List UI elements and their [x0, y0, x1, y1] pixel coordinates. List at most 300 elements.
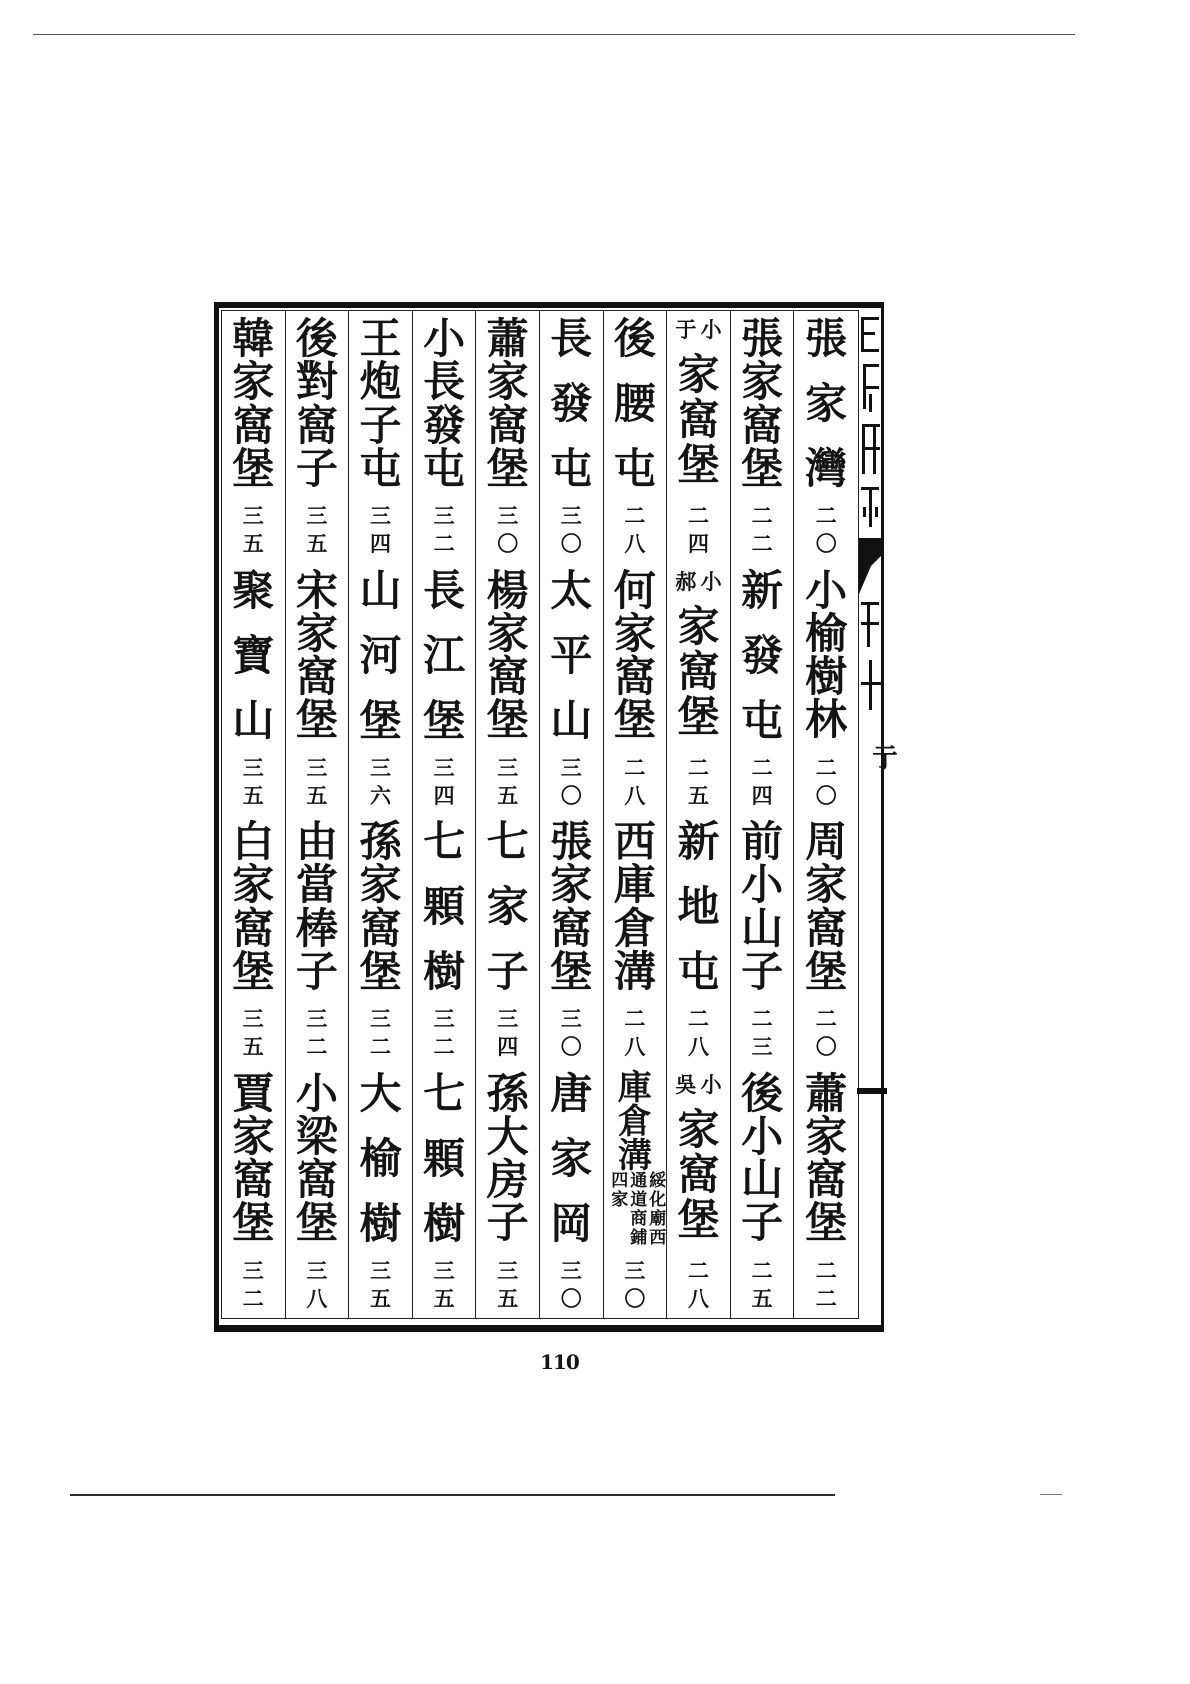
glyph: 八: [306, 1285, 328, 1311]
glyph: 張: [805, 314, 848, 363]
distance-value: [667, 505, 730, 555]
table-column: [731, 310, 795, 1319]
glyph: 于: [675, 317, 697, 342]
glyph: 五: [306, 782, 328, 808]
place-entry: [413, 564, 476, 815]
glyph: 三: [369, 1257, 391, 1283]
place-name: [413, 565, 476, 745]
glyph: 前: [741, 817, 784, 866]
glyph: 〇: [497, 531, 519, 556]
glyph: 三: [497, 1006, 519, 1031]
distance-value: [476, 754, 539, 808]
distance-value: [794, 505, 858, 555]
glyph: 長: [550, 314, 593, 363]
place-name: [413, 1068, 476, 1248]
glyph: 堡: [232, 946, 275, 996]
glyph: 堡: [486, 443, 529, 493]
distance-value: [604, 1257, 667, 1311]
table-column: [349, 310, 413, 1319]
glyph: 堡: [550, 946, 593, 996]
glyph: 小: [423, 314, 466, 363]
glyph: 〇: [624, 1285, 646, 1311]
glyph: 榆: [805, 608, 848, 658]
glyph: 江: [423, 630, 466, 680]
glyph: 八: [687, 1285, 709, 1311]
glyph: 發: [550, 379, 593, 428]
glyph: 四: [497, 1034, 519, 1059]
table-column: [794, 310, 858, 1319]
glyph: 家: [550, 860, 593, 910]
glyph: 六: [369, 782, 391, 808]
glyph: 二: [751, 754, 773, 780]
glyph: 二: [751, 503, 773, 528]
glyph: 堡: [677, 1194, 720, 1244]
glyph: 後: [613, 314, 656, 363]
glyph: 三: [306, 503, 328, 528]
glyph: 五: [242, 1034, 264, 1059]
glyph: 子: [741, 946, 784, 996]
glyph: 窩: [486, 400, 529, 450]
distance-value: [286, 1008, 349, 1058]
glyph: 後: [741, 1068, 784, 1118]
place-entry: [413, 815, 476, 1066]
page-number: 110: [540, 1350, 579, 1374]
glyph: 窩: [295, 652, 338, 702]
glyph: 窩: [805, 1155, 848, 1205]
glyph: 山: [359, 565, 402, 615]
glyph: 新: [677, 817, 720, 866]
distance-value: [540, 754, 603, 808]
glyph: 三: [433, 503, 455, 528]
glyph: 孫: [486, 1068, 529, 1118]
distance-value: [540, 1008, 603, 1058]
glyph: 二: [815, 503, 837, 528]
glyph: 堡: [359, 946, 402, 996]
glyph: 四: [687, 531, 709, 556]
glyph: 五: [433, 1285, 455, 1311]
glyph: 堡: [486, 695, 529, 745]
glyph: 家: [486, 608, 529, 658]
place-entry: [476, 564, 539, 815]
glyph: 五: [687, 782, 709, 808]
distance-value: [540, 1257, 603, 1311]
distance-value: [731, 754, 794, 808]
glyph: 窩: [295, 400, 338, 450]
place-name: [286, 817, 349, 996]
glyph: 小: [295, 1068, 338, 1118]
distance-value: [349, 1257, 412, 1311]
glyph: 何: [613, 565, 656, 615]
glyph: 四: [751, 782, 773, 808]
glyph: 寶: [232, 630, 275, 680]
place-name: [476, 817, 539, 996]
glyph: 家: [232, 357, 275, 407]
glyph: 家: [486, 882, 529, 931]
place-entry: [349, 815, 412, 1066]
glyph: 〇: [815, 531, 837, 556]
glyph: 子: [486, 1198, 529, 1248]
place-entry: [413, 1067, 476, 1318]
place-entry: [604, 312, 667, 563]
place-name: [286, 1068, 349, 1248]
glyph: 三: [560, 754, 582, 780]
glyph: 河: [359, 630, 402, 680]
glyph: 岡: [550, 1198, 593, 1248]
glyph: 窩: [741, 400, 784, 450]
place-entry: [476, 1067, 539, 1318]
place-name: [476, 565, 539, 745]
place-entry: [794, 1067, 858, 1318]
glyph: 五: [369, 1285, 391, 1311]
glyph: 二: [624, 503, 646, 528]
place-name: [349, 817, 412, 996]
glyph: 堡: [295, 1198, 338, 1248]
glyph: 三: [369, 1006, 391, 1031]
place-name: [540, 1068, 603, 1248]
place-name: [794, 565, 858, 745]
distance-value: [286, 1257, 349, 1311]
glyph: 三: [433, 1257, 455, 1283]
place-name: [413, 817, 476, 996]
place-entry: [731, 815, 794, 1066]
table-column: [604, 310, 668, 1319]
glyph: 小: [741, 1111, 784, 1161]
glyph: 二: [815, 1285, 837, 1311]
glyph: 張: [550, 817, 593, 866]
glyph: 小: [700, 568, 722, 594]
glyph: 顆: [423, 882, 466, 931]
glyph: 家: [805, 860, 848, 910]
place-name: [731, 565, 794, 745]
glyph: 三: [306, 1257, 328, 1283]
glyph: 庫: [613, 860, 656, 910]
place-entry: [286, 564, 349, 815]
place-name: [222, 314, 285, 493]
distance-value: [604, 754, 667, 808]
place-entry: [540, 312, 603, 563]
glyph: 家: [232, 1111, 275, 1161]
bottom-scan-dash: [1040, 1494, 1062, 1495]
glyph: 蕭: [805, 1068, 848, 1118]
glyph: 長: [423, 357, 466, 407]
distance-value: [794, 754, 858, 808]
glyph: 屯: [423, 443, 466, 493]
place-name: [667, 1104, 730, 1244]
distance-value: [349, 505, 412, 555]
glyph: 大: [486, 1111, 529, 1161]
place-entry: [604, 564, 667, 815]
place-name: [794, 1068, 858, 1248]
glyph: 三: [369, 754, 391, 780]
glyph: 窩: [486, 652, 529, 702]
place-entry: [349, 312, 412, 563]
glyph: 三: [242, 754, 264, 780]
glyph: 家: [486, 357, 529, 407]
glyph: 溝: [617, 1135, 652, 1176]
glyph: 小: [805, 565, 848, 615]
place-entry: [349, 564, 412, 815]
place-entry: [476, 312, 539, 563]
glyph: 〇: [560, 1034, 582, 1059]
glyph: 七: [423, 817, 466, 866]
glyph: 七: [486, 817, 529, 866]
place-entry: [667, 564, 730, 815]
glyph: 二: [687, 1006, 709, 1031]
place-entry: [222, 1067, 285, 1318]
glyph: 五: [497, 1285, 519, 1311]
glyph: 堡: [423, 695, 466, 745]
place-entry: [667, 312, 730, 563]
glyph: 二: [815, 754, 837, 780]
glyph: 窩: [677, 1149, 720, 1199]
place-name: [667, 601, 730, 741]
distance-value: [667, 1008, 730, 1058]
glyph: 梁: [295, 1111, 338, 1161]
place-name-prefix: [673, 317, 724, 343]
glyph: 五: [242, 531, 264, 556]
glyph: 榆: [359, 1133, 402, 1183]
glyph: 屯: [741, 695, 784, 745]
glyph: 家: [232, 860, 275, 910]
place-entry: [222, 564, 285, 815]
place-entry: [349, 1067, 412, 1318]
glyph: 〇: [815, 782, 837, 808]
place-name: [286, 565, 349, 745]
glyph: 七: [423, 1068, 466, 1118]
glyph: 八: [624, 1034, 646, 1059]
glyph: 八: [624, 531, 646, 556]
distance-value: [667, 754, 730, 808]
glyph: 子: [359, 400, 402, 450]
glyph: 對: [295, 357, 338, 407]
glyph: 三: [242, 503, 264, 528]
distance-value: [604, 1008, 667, 1058]
glyph: 山: [741, 1155, 784, 1205]
glyph: 堡: [295, 695, 338, 745]
place-name: [731, 314, 794, 493]
glyph: 窩: [295, 1155, 338, 1205]
distance-value: [731, 1008, 794, 1058]
glyph: 小: [700, 317, 722, 342]
glyph: 窩: [805, 903, 848, 953]
glyph: 堡: [805, 1198, 848, 1248]
glyph: 新: [741, 565, 784, 615]
glyph: 太: [550, 565, 593, 615]
glyph: 〇: [560, 1285, 582, 1311]
place-entry: [794, 564, 858, 815]
glyph: 樹: [805, 652, 848, 702]
glyph: 窩: [677, 646, 720, 696]
distance-value: [222, 505, 285, 555]
glyph: 房: [486, 1155, 529, 1205]
distance-value: [604, 505, 667, 555]
glyph: 〇: [560, 782, 582, 808]
distance-value: [222, 1257, 285, 1311]
glyph: 四: [433, 782, 455, 808]
place-entry: [222, 815, 285, 1066]
glyph: 當: [295, 860, 338, 910]
glyph: 堡: [677, 440, 720, 489]
glyph: 周: [805, 817, 848, 866]
glyph: 家: [677, 1104, 720, 1154]
glyph: 二: [433, 531, 455, 556]
place-entry: [731, 1067, 794, 1318]
glyph: 由: [295, 817, 338, 866]
glyph: 二: [815, 1006, 837, 1031]
bottom-scan-rule: [70, 1494, 835, 1496]
glyph: 家: [805, 1111, 848, 1161]
distance-value: [413, 505, 476, 555]
glyph: 三: [751, 1034, 773, 1059]
glyph: 聚: [232, 565, 275, 615]
distance-value: [540, 505, 603, 555]
fold-strip-decoration: [857, 302, 889, 1332]
glyph: 宋: [295, 565, 338, 615]
glyph: 三: [497, 1257, 519, 1283]
glyph: 堡: [805, 946, 848, 996]
glyph: 顆: [423, 1133, 466, 1183]
glyph: 灣: [805, 444, 848, 493]
place-name: [222, 1068, 285, 1248]
place-name: [413, 314, 476, 493]
place-entry: [286, 312, 349, 563]
glyph: 屯: [550, 444, 593, 493]
glyph: 小: [741, 860, 784, 910]
table-column: [286, 310, 350, 1319]
glyph: 二: [751, 1257, 773, 1283]
place-name: [540, 314, 603, 493]
place-name: [731, 1068, 794, 1248]
glyph: 二: [815, 1257, 837, 1283]
distance-value: [286, 505, 349, 555]
glyph: 堡: [677, 691, 720, 741]
distance-value: [413, 1257, 476, 1311]
glyph: 王: [359, 314, 402, 363]
place-entry: [794, 815, 858, 1066]
table-column: [413, 310, 477, 1319]
distance-value: [476, 505, 539, 555]
glyph: 西: [613, 817, 656, 866]
glyph: 五: [497, 782, 519, 808]
glyph: 堡: [232, 443, 275, 493]
glyph: 唐: [550, 1068, 593, 1118]
glyph: 五: [242, 782, 264, 808]
glyph: 〇: [560, 531, 582, 556]
glyph: 五: [751, 1285, 773, 1311]
glyph: 家: [550, 1133, 593, 1183]
place-name: [794, 314, 858, 493]
place-name: [349, 314, 412, 493]
place-name: [540, 817, 603, 996]
place-entry: [476, 815, 539, 1066]
glyph: 二: [624, 754, 646, 780]
glyph: 三: [497, 503, 519, 528]
glyph: 家: [677, 601, 720, 651]
glyph: 倉: [613, 903, 656, 953]
glyph: 家: [613, 608, 656, 658]
place-name: [476, 1068, 539, 1248]
glyph: 家: [741, 357, 784, 407]
distance-value: [667, 1257, 730, 1311]
table-column: [476, 310, 540, 1319]
place-entry: [540, 815, 603, 1066]
glyph: 二: [687, 1257, 709, 1283]
glyph: 三: [306, 1006, 328, 1031]
glyph: 三: [369, 503, 391, 528]
glyph: 屯: [359, 443, 402, 493]
glyph: 韓: [232, 314, 275, 363]
place-entry: [286, 815, 349, 1066]
place-name: [667, 350, 730, 489]
distance-value: [349, 1008, 412, 1058]
glyph: 蕭: [486, 314, 529, 363]
glyph: 四: [369, 531, 391, 556]
place-name: [667, 817, 730, 996]
glyph: 二: [687, 754, 709, 780]
glyph: 三: [306, 754, 328, 780]
distance-value: [476, 1008, 539, 1058]
glyph: 窩: [359, 903, 402, 953]
place-entry: [794, 312, 858, 563]
place-name: [604, 565, 667, 745]
glyph: 溝: [613, 946, 656, 996]
glyph: 林: [805, 695, 848, 745]
glyph: 子: [295, 946, 338, 996]
glyph: 發: [741, 630, 784, 680]
place-name: [222, 565, 285, 745]
place-name: [794, 817, 858, 996]
glyph: 窩: [613, 652, 656, 702]
glyph: 三: [242, 1257, 264, 1283]
distance-value: [731, 505, 794, 555]
place-entry: [731, 312, 794, 563]
glyph: 堡: [359, 695, 402, 745]
distance-value: [222, 1008, 285, 1058]
glyph: 楊: [486, 565, 529, 615]
glyph: 三: [560, 1257, 582, 1283]
glyph: 賈: [232, 1068, 275, 1118]
glyph: 大: [359, 1068, 402, 1118]
distance-value: [286, 754, 349, 808]
place-name: [222, 817, 285, 996]
glyph: 堡: [613, 695, 656, 745]
glyph: 樹: [423, 947, 466, 996]
glyph: 後: [295, 314, 338, 363]
glyph: 三: [624, 1257, 646, 1283]
glyph: 二: [306, 1034, 328, 1059]
distance-value: [222, 754, 285, 808]
glyph: 子: [486, 947, 529, 996]
table-column: [222, 310, 286, 1319]
glyph: 窩: [232, 1155, 275, 1205]
glyph: 地: [677, 882, 720, 931]
edge-glyph-fragment: 亍: [872, 744, 899, 774]
glyph: 庫: [617, 1067, 652, 1108]
glyph: 長: [423, 565, 466, 615]
glyph: 二: [369, 1034, 391, 1059]
glyph: 山: [550, 695, 593, 745]
place-name: [731, 817, 794, 996]
place-entry: [731, 564, 794, 815]
glyph: 子: [295, 443, 338, 493]
glyph: 張: [741, 314, 784, 363]
glyph: 郝: [675, 568, 697, 594]
distance-value: [349, 754, 412, 808]
place-entry: [286, 1067, 349, 1318]
glyph: 家: [295, 608, 338, 658]
glyph: 山: [232, 695, 275, 745]
top-scan-rule: [33, 34, 1075, 35]
